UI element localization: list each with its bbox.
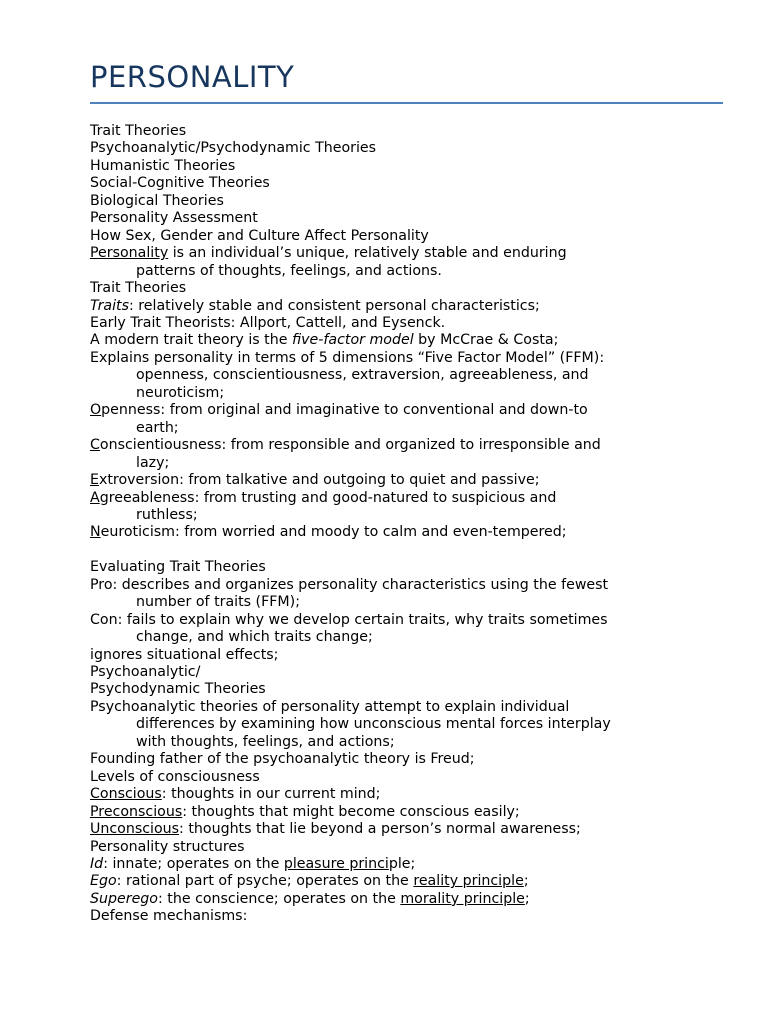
factor-text: euroticism: from worried and moody to calm and even-tempered; — [100, 524, 567, 541]
structure-principle: pleasure princi — [283, 856, 389, 873]
structure-term: Ego — [90, 873, 117, 890]
factor-text: onscientiousness: from responsible and organized to irresponsible and — [99, 437, 601, 454]
factor-initial: N — [90, 524, 101, 541]
structure-text: : innate; operates on the — [103, 856, 284, 873]
psycho-description-cont: differences by examining how unconscious mental forces interplay — [136, 716, 611, 733]
topic-line: Personality Assessment — [90, 210, 258, 227]
factor-text: penness: from original and imaginative to conventional and down-to — [101, 402, 588, 419]
early-theorists: Early Trait Theorists: Allport, Cattell, and Eysenck. — [90, 314, 446, 331]
level-preconscious — [90, 804, 730, 821]
factor-openness-cont: earth; — [136, 419, 179, 436]
psycho-description: Psychoanalytic theories of personality attempt to explain individual — [90, 698, 570, 715]
factor-text: greeableness: from trusting and good-natured to suspicious and — [99, 489, 557, 506]
personality-term: Personality — [90, 245, 169, 262]
personality-text: is an individual’s unique, relatively stable and enduring — [168, 245, 567, 262]
evaluating-pro: Pro: describes and organizes personality characteristics using the fewest — [90, 576, 609, 593]
structure-tail: ple; — [388, 856, 416, 873]
evaluating-pro-cont: number of traits (FFM); — [136, 594, 300, 611]
factor-extroversion — [90, 472, 730, 489]
level-text: : thoughts that lie beyond a person’s normal awareness; — [179, 821, 581, 838]
factor-agreeableness — [90, 490, 730, 507]
structure-tail: ; — [524, 890, 530, 907]
psycho-heading: Psychoanalytic/ — [90, 664, 201, 681]
topic-line: Psychoanalytic/Psychodynamic Theories — [90, 140, 377, 157]
structure-text: : rational part of psyche; operates on the — [116, 873, 414, 890]
structure-tail: ; — [523, 873, 529, 890]
factor-neuroticism — [90, 524, 730, 541]
psycho-founder: Founding father of the psychoanalytic theory is Freud; — [90, 751, 475, 768]
structure-superego — [90, 891, 730, 908]
level-unconscious — [90, 821, 730, 838]
level-term: Conscious — [90, 786, 162, 803]
structures-heading: Personality structures — [90, 838, 245, 855]
evaluating-con: Con: fails to explain why we develop certain traits, why traits sometimes — [90, 611, 608, 628]
topic-line: Humanistic Theories — [90, 157, 236, 174]
traits-term: Traits — [90, 297, 129, 314]
blank-line — [90, 542, 730, 559]
level-text: : thoughts that might become conscious easily; — [182, 803, 520, 820]
topic-line: Social-Cognitive Theories — [90, 175, 270, 192]
trait-theories-heading: Trait Theories — [90, 280, 187, 297]
ffm-explanation: Explains personality in terms of 5 dimensions “Five Factor Model” (FFM): — [90, 349, 605, 366]
evaluating-heading: Evaluating Trait Theories — [90, 559, 266, 576]
factor-conscientiousness — [90, 437, 730, 454]
traits-text: : relatively stable and consistent personal characteristics; — [129, 297, 540, 314]
modern-theory — [90, 332, 730, 349]
five-factor-model-term: five-factor model — [291, 332, 414, 349]
level-conscious — [90, 786, 730, 803]
personality-definition — [90, 245, 730, 262]
topic-line: How Sex, Gender and Culture Affect Personality — [90, 227, 429, 244]
structure-term: Superego — [90, 890, 158, 907]
evaluating-ignores: ignores situational effects; — [90, 646, 279, 663]
evaluating-con-cont: change, and which traits change; — [136, 629, 373, 646]
personality-definition-cont: patterns of thoughts, feelings, and actions. — [136, 262, 442, 279]
factor-text: xtroversion: from talkative and outgoing to quiet and passive; — [98, 472, 540, 489]
ffm-explanation-cont: openness, conscientiousness, extraversion, agreeableness, and — [136, 367, 589, 384]
factor-initial: A — [90, 489, 100, 506]
factor-agreeableness-cont: ruthless; — [136, 506, 198, 523]
psycho-heading-cont: Psychodynamic Theories — [90, 681, 266, 698]
factor-openness — [90, 402, 730, 419]
level-term: Preconscious — [90, 803, 183, 820]
factor-initial: C — [90, 437, 100, 454]
document-body — [90, 123, 730, 926]
factor-initial: O — [90, 402, 102, 419]
structure-id — [90, 856, 730, 873]
topic-line: Trait Theories — [90, 123, 187, 139]
factor-initial: E — [90, 472, 99, 489]
levels-heading: Levels of consciousness — [90, 768, 260, 785]
structure-term: Id — [90, 856, 104, 873]
traits-definition — [90, 298, 730, 315]
structure-principle: reality principle — [413, 873, 524, 890]
psycho-description-cont: with thoughts, feelings, and actions; — [136, 733, 395, 750]
structure-principle: morality principle — [400, 890, 525, 907]
structure-text: : the conscience; operates on the — [157, 890, 401, 907]
topic-line: Biological Theories — [90, 192, 224, 209]
ffm-explanation-cont: neuroticism; — [136, 384, 225, 401]
level-term: Unconscious — [90, 821, 180, 838]
defense-mechanisms-heading: Defense mechanisms: — [90, 908, 248, 925]
title-divider — [90, 102, 723, 104]
modern-theory-pre: A modern trait theory is the — [90, 332, 292, 349]
factor-conscientiousness-cont: lazy; — [136, 454, 170, 471]
level-text: : thoughts in our current mind; — [161, 786, 381, 803]
page-title: PERSONALITY — [90, 60, 295, 94]
structure-ego — [90, 873, 730, 890]
modern-theory-post: by McCrae & Costa; — [413, 332, 559, 349]
